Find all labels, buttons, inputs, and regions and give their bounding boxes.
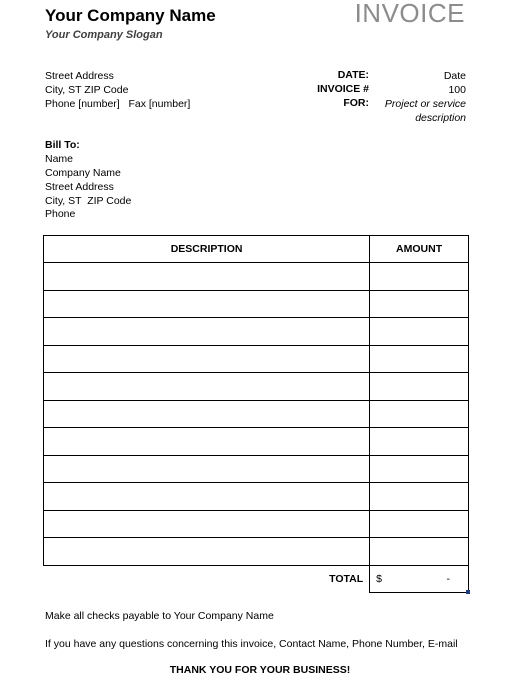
amount-cell[interactable] bbox=[370, 373, 469, 401]
for-value-line2: description bbox=[415, 112, 466, 124]
amount-cell[interactable] bbox=[370, 345, 469, 373]
bill-to-label: Bill To: bbox=[45, 139, 80, 151]
amount-cell[interactable] bbox=[370, 428, 469, 456]
invoice-number-label: INVOICE # bbox=[317, 83, 369, 95]
sender-city: City, ST ZIP Code bbox=[45, 84, 129, 96]
amount-header: AMOUNT bbox=[370, 236, 469, 263]
table-row bbox=[44, 538, 469, 566]
table-row bbox=[44, 373, 469, 401]
description-cell[interactable] bbox=[44, 345, 370, 373]
table-row bbox=[44, 428, 469, 456]
cell-fill-handle[interactable] bbox=[466, 590, 470, 594]
total-currency: $ bbox=[376, 572, 382, 585]
bill-to-company: Company Name bbox=[45, 167, 121, 179]
description-cell[interactable] bbox=[44, 290, 370, 318]
description-cell[interactable] bbox=[44, 428, 370, 456]
questions-note: If you have any questions concerning this invoice, Contact Name, Phone Number, E-mail bbox=[45, 638, 458, 650]
bill-to-phone: Phone bbox=[45, 208, 76, 220]
total-value: - bbox=[446, 572, 450, 585]
total-cell[interactable] bbox=[370, 565, 469, 593]
sender-phone-fax: Phone [number] Fax [number] bbox=[45, 98, 191, 110]
company-name: Your Company Name bbox=[45, 6, 216, 25]
for-value-line1: Project or service bbox=[384, 98, 466, 110]
description-cell[interactable] bbox=[44, 318, 370, 346]
bill-to-name: Name bbox=[45, 153, 74, 165]
invoice-number-value: 100 bbox=[448, 84, 466, 96]
description-cell[interactable] bbox=[44, 455, 370, 483]
amount-cell[interactable] bbox=[370, 455, 469, 483]
table-row bbox=[44, 345, 469, 373]
amount-cell[interactable] bbox=[370, 290, 469, 318]
table-row bbox=[44, 318, 469, 346]
description-cell[interactable] bbox=[44, 373, 370, 401]
thank-you-message: THANK YOU FOR YOUR BUSINESS! bbox=[169, 664, 351, 676]
amount-cell[interactable] bbox=[370, 538, 469, 566]
amount-cell[interactable] bbox=[370, 483, 469, 511]
table-row bbox=[44, 510, 469, 538]
date-label: DATE: bbox=[337, 69, 369, 81]
bill-to-city: City, ST ZIP Code bbox=[45, 195, 132, 207]
table-row bbox=[44, 483, 469, 511]
amount-cell[interactable] bbox=[370, 318, 469, 346]
checks-payable-note: Make all checks payable to Your Company Name bbox=[45, 610, 274, 622]
description-cell[interactable] bbox=[44, 483, 370, 511]
company-slogan: Your Company Slogan bbox=[45, 29, 163, 41]
amount-cell[interactable] bbox=[370, 400, 469, 428]
invoice-title: INVOICE bbox=[354, 0, 465, 28]
table-row bbox=[44, 455, 469, 483]
date-value: Date bbox=[443, 70, 466, 82]
amount-cell[interactable] bbox=[370, 510, 469, 538]
description-cell[interactable] bbox=[44, 510, 370, 538]
amount-cell[interactable] bbox=[370, 263, 469, 291]
sender-street: Street Address bbox=[45, 70, 114, 82]
bill-to-street: Street Address bbox=[45, 181, 114, 193]
table-row bbox=[44, 290, 469, 318]
description-header: DESCRIPTION bbox=[44, 236, 370, 263]
for-label: FOR: bbox=[343, 97, 369, 109]
description-cell[interactable] bbox=[44, 400, 370, 428]
table-row bbox=[44, 263, 469, 291]
line-items-table bbox=[43, 235, 469, 593]
description-cell[interactable] bbox=[44, 263, 370, 291]
description-cell[interactable] bbox=[44, 538, 370, 566]
total-label: TOTAL bbox=[329, 573, 364, 585]
table-row bbox=[44, 400, 469, 428]
